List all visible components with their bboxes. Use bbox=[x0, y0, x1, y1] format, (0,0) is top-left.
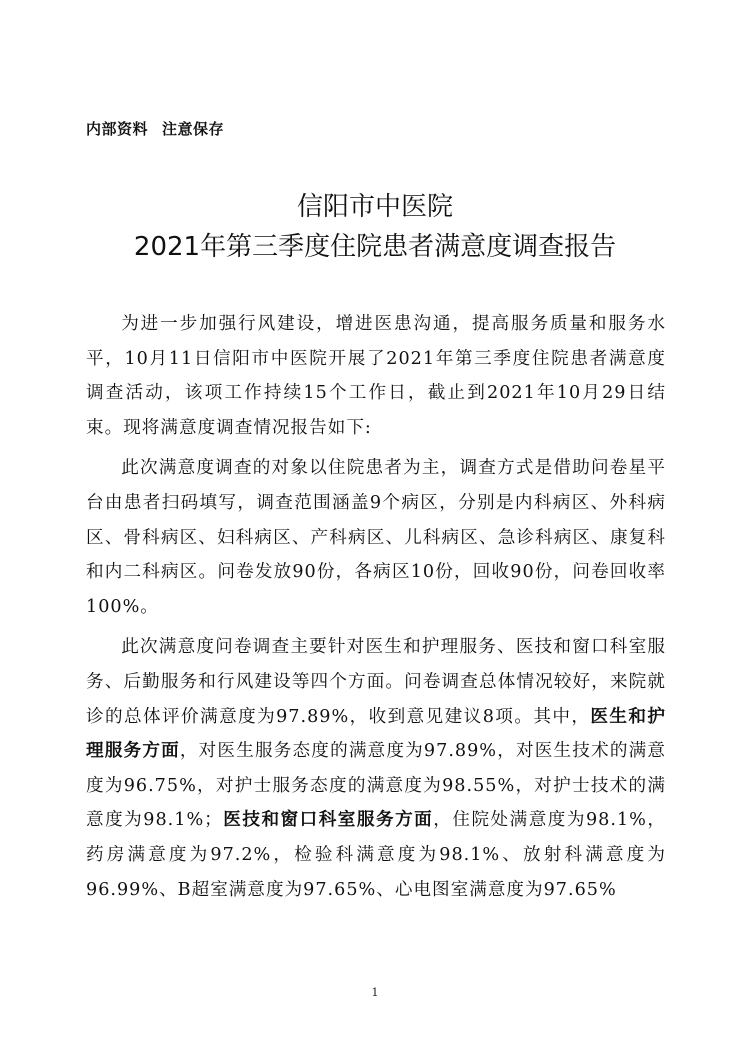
paragraph-intro: 为进一步加强行风建设，增进医患沟通，提高服务质量和服务水平，10月11日信阳市中医院开展了2021年第三季度住院患者满意度调查活动，该项工作持续15个工作日，截止到2021年10月29日结束。现将满意度调查情况报告如下: bbox=[86, 314, 666, 438]
paragraph-survey-results bbox=[86, 630, 666, 907]
document-title-organization: 信阳市中医院 bbox=[296, 192, 453, 222]
page-number: 1 bbox=[371, 986, 379, 999]
report-body bbox=[86, 307, 666, 907]
medtech-window-results-text: ，住院处满意度为98.1%，药房满意度为97.2%，检验科满意度为98.1%、放射科满意度为96.99%、B超室满意度为97.65%、心电图室满意度为97.65% bbox=[86, 810, 666, 900]
internal-material-label: 内部资料 bbox=[86, 120, 149, 138]
section-heading-medtech-window: 医技和窗口科室服务方面 bbox=[222, 810, 434, 831]
doctor-nursing-results-text: ，对医生服务态度的满意度为97.89%，对医生技术的满意度为96.75%，对护士服务态度的满意度为98.55%，对护士技术的满意度为98.1%； bbox=[86, 741, 666, 831]
paragraph-survey-scope: 此次满意度调查的对象以住院患者为主，调查方式是借助问卷星平台由患者扫码填写，调查范围涵盖9个病区，分别是内科病区、外科病区、骨科病区、妇科病区、产科病区、儿科病区、急诊科病区、康复科和内二科病区。问卷发放90份，各病区10份，回收90份，问卷回收率100%。 bbox=[86, 458, 666, 617]
document-title-report: 2021年第三季度住院患者满意度调查报告 bbox=[133, 232, 617, 262]
confidential-label bbox=[86, 118, 224, 139]
section-heading-doctor-nursing: 医生和护理服务方面 bbox=[86, 706, 666, 762]
keep-safe-label: 注意保存 bbox=[162, 120, 225, 138]
results-intro-text: 此次满意度问卷调查主要针对医生和护理服务、医技和窗口科室服务、后勤服务和行风建设等四个方面。问卷调查总体情况较好，来院就诊的总体评价满意度为97.89%，收到意见建议8项。其中， bbox=[86, 637, 666, 727]
